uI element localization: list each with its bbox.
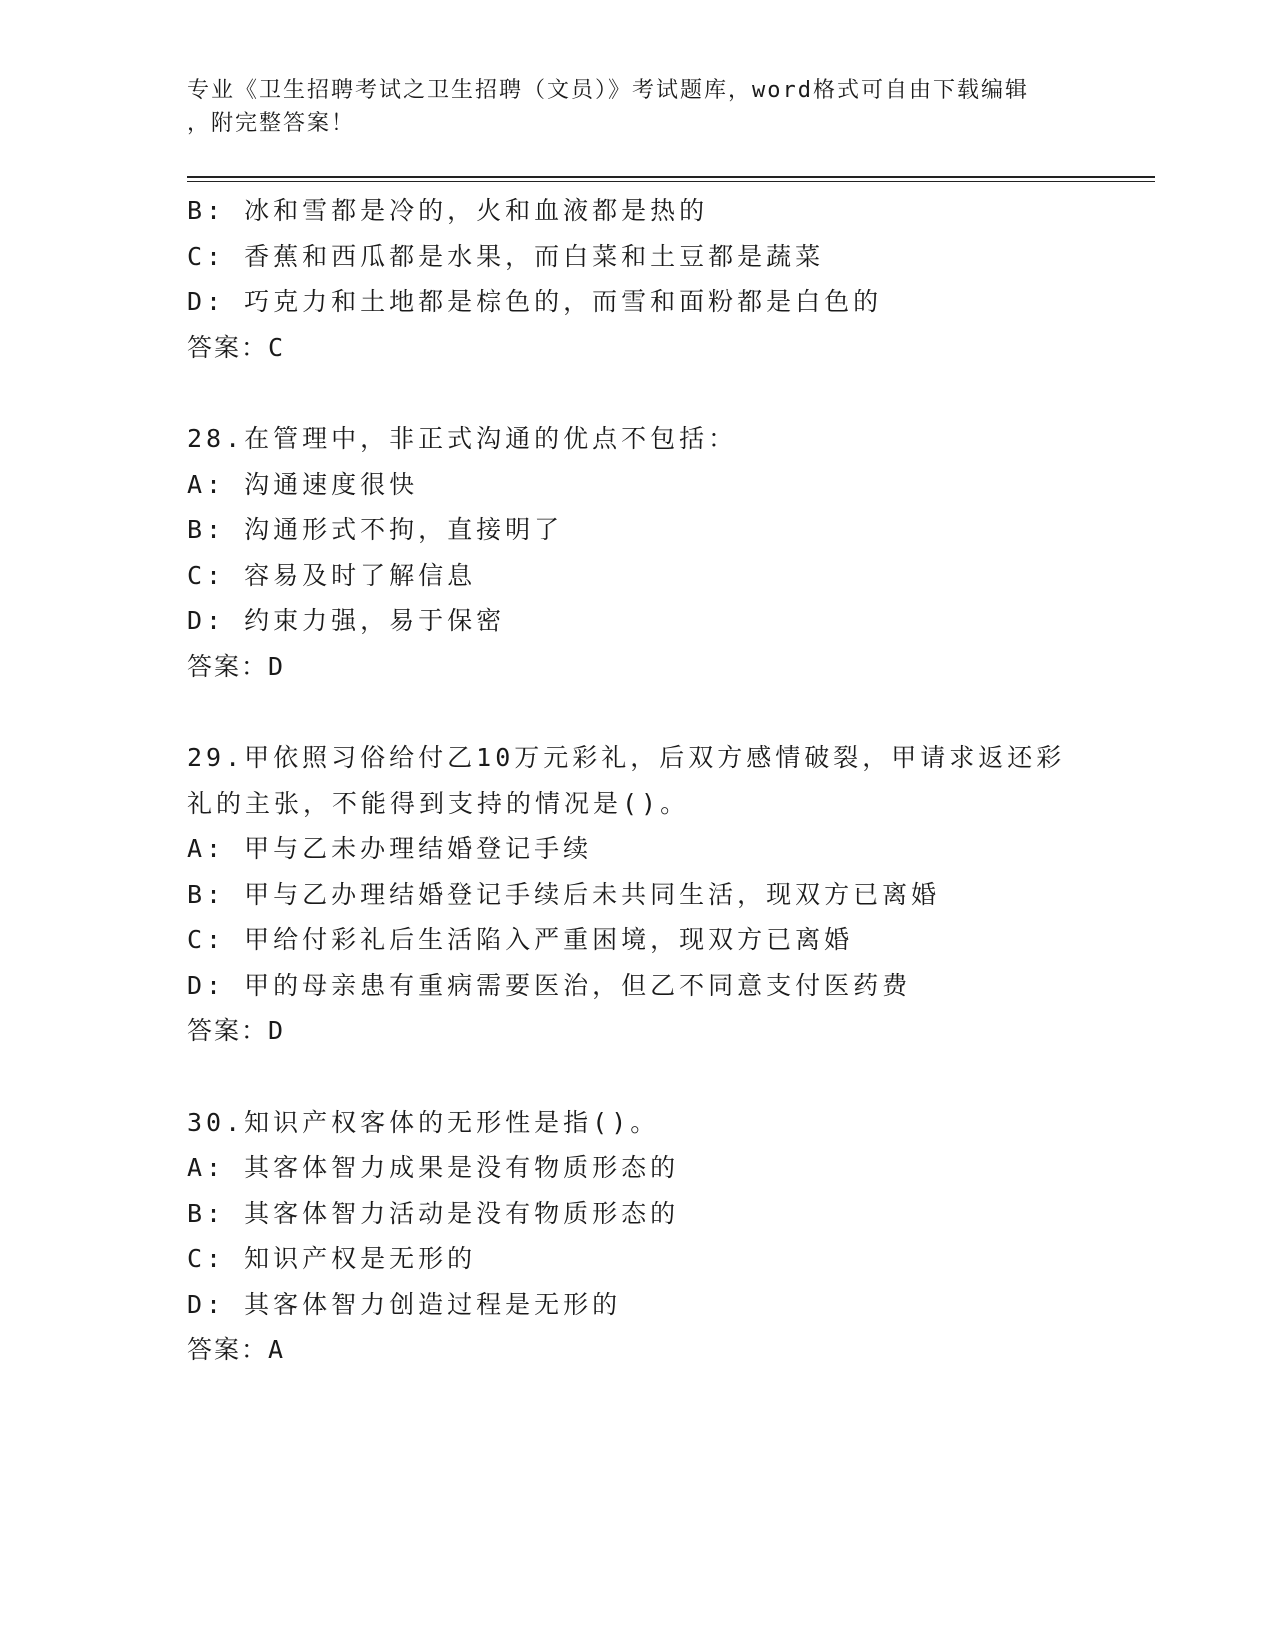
answer-label: 答案： <box>187 332 269 362</box>
option-b: B: 沟通形式不拘，直接明了 <box>187 515 564 544</box>
question-text: 28.在管理中，非正式沟通的优点不包括： <box>187 424 738 453</box>
answer-line <box>187 644 1087 690</box>
option-c: C: 香蕉和西瓜都是水果，而白菜和土豆都是蔬菜 <box>187 241 825 271</box>
option-a: A: 沟通速度很快 <box>187 469 419 499</box>
answer-value: D <box>268 1016 286 1045</box>
answer-value: A <box>268 1335 286 1364</box>
header-line-1: 专业《卫生招聘考试之卫生招聘（文员）》考试题库，word格式可自由下载编辑 <box>187 78 1029 103</box>
answer-value: C <box>268 332 286 362</box>
option-a: A: 其客体智力成果是没有物质形态的 <box>187 1153 680 1182</box>
option-b: B: 其客体智力活动是没有物质形态的 <box>187 1198 680 1228</box>
question-text-line-1: 29.甲依照习俗给付乙10万元彩礼，后双方感情破裂，甲请求返还彩 <box>187 743 1066 772</box>
document-header <box>187 74 1087 140</box>
option-b: B: 冰和雪都是冷的，火和血液都是热的 <box>187 196 709 225</box>
option-d: D: 其客体智力创造过程是无形的 <box>187 1289 622 1319</box>
option-d: D: 甲的母亲患有重病需要医治，但乙不同意支付医药费 <box>187 970 912 1000</box>
answer-line <box>187 325 1087 371</box>
answer-label: 答案： <box>187 1016 269 1045</box>
option-c: C: 容易及时了解信息 <box>187 560 477 590</box>
answer-value: D <box>268 651 286 681</box>
header-line-2: ，附完整答案！ <box>187 111 356 136</box>
question-29 <box>187 735 1087 1054</box>
header-divider-thick <box>187 176 1155 178</box>
question-30 <box>187 1100 1087 1373</box>
option-b: B: 甲与乙办理结婚登记手续后未共同生活，现双方已离婚 <box>187 879 941 909</box>
question-27-continued <box>187 188 1087 370</box>
question-list <box>187 188 1087 1373</box>
option-c: C: 知识产权是无形的 <box>187 1244 477 1273</box>
question-text: 30.知识产权客体的无形性是指()。 <box>187 1107 660 1137</box>
answer-line <box>187 1008 1087 1054</box>
option-a: A: 甲与乙未办理结婚登记手续 <box>187 834 593 863</box>
option-d: D: 约束力强，易于保密 <box>187 606 506 635</box>
answer-line <box>187 1327 1087 1373</box>
header-divider-thin <box>187 181 1155 182</box>
question-28 <box>187 416 1087 689</box>
option-c: C: 甲给付彩礼后生活陷入严重困境，现双方已离婚 <box>187 925 854 954</box>
answer-label: 答案： <box>187 651 269 681</box>
answer-label: 答案： <box>187 1335 269 1364</box>
question-text-line-2: 礼的主张，不能得到支持的情况是()。 <box>187 788 690 818</box>
option-d: D: 巧克力和土地都是棕色的，而雪和面粉都是白色的 <box>187 287 883 316</box>
